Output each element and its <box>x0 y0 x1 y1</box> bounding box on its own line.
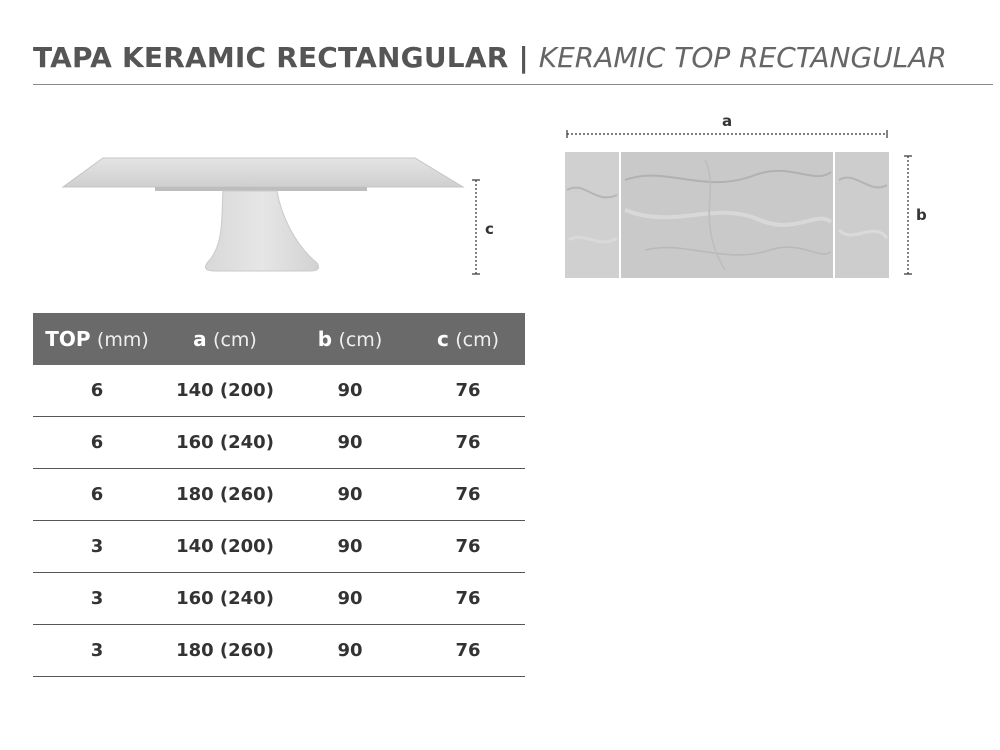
table-header-row <box>33 313 525 365</box>
cell-c: 76 <box>411 365 525 417</box>
cell-top: 3 <box>33 625 161 677</box>
cell-top: 6 <box>33 417 161 469</box>
cell-top: 6 <box>33 469 161 521</box>
title-separator: | <box>518 41 529 74</box>
cell-a: 140 (200) <box>161 521 289 573</box>
table-row <box>33 625 525 677</box>
cell-c: 76 <box>411 521 525 573</box>
table-row <box>33 521 525 573</box>
table-row <box>33 417 525 469</box>
dimension-label-a: a <box>722 112 733 130</box>
dimensions-table <box>33 313 525 677</box>
cell-b: 90 <box>289 365 411 417</box>
marble-panel-left <box>565 152 619 278</box>
cell-c: 76 <box>411 469 525 521</box>
cell-b: 90 <box>289 625 411 677</box>
table-top-surface <box>63 158 463 187</box>
table-top-view-image <box>555 110 955 285</box>
table-apron <box>155 187 367 191</box>
dimension-c-line <box>470 178 484 278</box>
dimension-label-c: c <box>485 220 494 238</box>
header-a: a (cm) <box>161 313 289 365</box>
title-english: KERAMIC TOP RECTANGULAR <box>538 41 947 74</box>
dimension-label-b: b <box>916 206 927 224</box>
cell-c: 76 <box>411 625 525 677</box>
table-row <box>33 573 525 625</box>
title-spanish: TAPA KERAMIC RECTANGULAR <box>33 41 509 74</box>
title-divider <box>33 84 993 85</box>
cell-a: 180 (260) <box>161 469 289 521</box>
header-top: TOP (mm) <box>33 313 161 365</box>
cell-a: 180 (260) <box>161 625 289 677</box>
table-pedestal-base <box>205 191 318 271</box>
table-row <box>33 469 525 521</box>
cell-a: 160 (240) <box>161 417 289 469</box>
cell-b: 90 <box>289 417 411 469</box>
cell-a: 160 (240) <box>161 573 289 625</box>
header-b: b (cm) <box>289 313 411 365</box>
header-c: c (cm) <box>411 313 525 365</box>
cell-b: 90 <box>289 573 411 625</box>
table-side-view-image <box>55 145 475 280</box>
cell-top: 6 <box>33 365 161 417</box>
cell-c: 76 <box>411 573 525 625</box>
cell-b: 90 <box>289 521 411 573</box>
cell-top: 3 <box>33 521 161 573</box>
cell-a: 140 (200) <box>161 365 289 417</box>
cell-top: 3 <box>33 573 161 625</box>
table-row <box>33 365 525 417</box>
marble-panel-right <box>835 152 889 278</box>
cell-b: 90 <box>289 469 411 521</box>
page-title <box>33 40 947 76</box>
cell-c: 76 <box>411 417 525 469</box>
